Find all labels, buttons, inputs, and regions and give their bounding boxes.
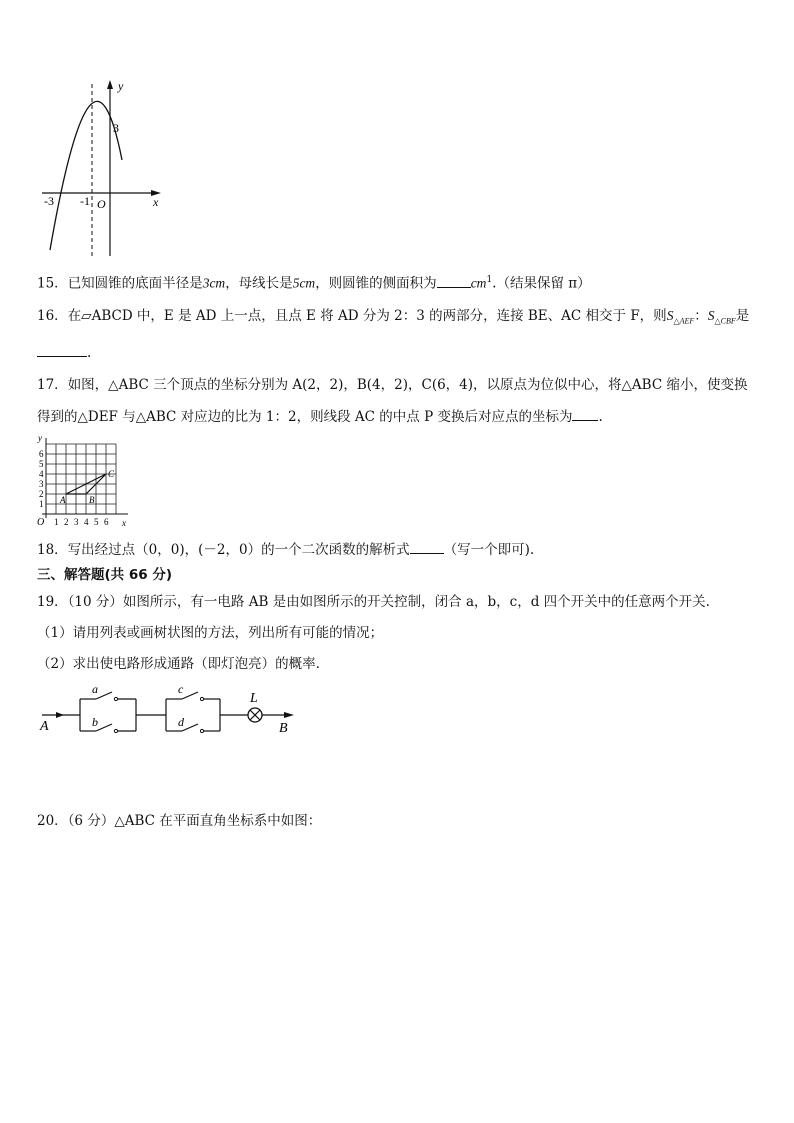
tick-neg3: -3 (44, 194, 54, 208)
q19-number: 19． (37, 594, 68, 610)
q16-number: 16． (37, 308, 68, 324)
q16-text-b: 是 (735, 308, 750, 324)
q16-text-a: 在▱ABCD 中，E 是 AD 上一点，且点 E 将 AD 分为 2：3 的两部分，连接 BE、AC 相交于 F，则 (67, 308, 667, 324)
label-switch-b: b (92, 715, 98, 729)
q17-number: 17． (37, 377, 68, 393)
y-tick-4: 4 (39, 469, 44, 479)
q20-text: （6 分）△ABC 在平面直角坐标系中如图： (67, 813, 322, 829)
q16-s2: S (707, 308, 715, 323)
grid-figure (36, 432, 140, 530)
circuit-diagram (36, 682, 300, 740)
q15-unit: cm (470, 275, 487, 291)
q15-text-b: ，母线长是 (225, 275, 293, 292)
q16-s1-sub: △AEF (673, 316, 695, 326)
y-tick-2: 2 (39, 489, 44, 499)
question-17 (37, 375, 747, 395)
y-tick-6: 6 (39, 449, 44, 459)
q17-end: . (598, 409, 603, 425)
arrow-in (56, 712, 64, 718)
grid-x-label: x (122, 518, 126, 528)
arrow-out (284, 712, 294, 718)
q16-s2-sub: △CBF (714, 316, 736, 326)
grid-lines (46, 444, 116, 514)
question-17-cont (37, 406, 603, 427)
question-19 (37, 592, 710, 612)
q15-answer-blank[interactable] (437, 273, 471, 288)
label-switch-a: a (92, 682, 98, 696)
x-tick-5: 5 (94, 517, 99, 527)
tick-3: 3 (113, 121, 119, 135)
q19-sub2: （2）求出使电路形成通路（即灯泡亮）的概率. (37, 656, 320, 672)
q15-text-c: ，则圆锥的侧面积为 (315, 275, 437, 292)
parabola-curve (50, 101, 122, 250)
x-tick-1: 1 (54, 517, 59, 527)
q18-text-b: （写一个即可). (443, 542, 535, 558)
q15-text-d: .（结果保留 π） (492, 275, 591, 292)
parabola-graph (38, 78, 168, 260)
q17-line1: 如图，△ABC 三个顶点的坐标分别为 A(2，2)，B(4，2)，C(6，4)，以原点为位似中心，将△ABC 缩小，使变换 (67, 377, 748, 393)
switch-c (182, 692, 198, 699)
q16-end: . (87, 345, 92, 361)
q16-answer-blank[interactable] (37, 342, 87, 357)
y-axis-arrow (107, 80, 113, 89)
q18-number: 18． (37, 542, 68, 558)
q15-text-a: 已知圆锥的底面半径是 (67, 275, 203, 292)
q19-line1: （10 分）如图所示，有一电路 AB 是由如图所示的开关控制，闭合 a，b，c，d 四个开关中的任意两个开关. (67, 594, 710, 610)
y-tick-1: 1 (39, 499, 44, 509)
q18-text-a: 写出经过点（0，0)，(－2，0）的一个二次函数的解析式 (67, 542, 410, 558)
label-c: C (108, 469, 115, 479)
q15-slant: 5cm (292, 275, 316, 291)
q17-answer-blank[interactable] (572, 406, 598, 421)
section-3-title: 三、解答题(共 66 分) (37, 567, 173, 583)
x-label: x (153, 195, 159, 209)
label-b: B (89, 495, 95, 505)
label-switch-d: d (178, 715, 184, 729)
question-16-cont (37, 342, 91, 363)
x-tick-2: 2 (64, 517, 69, 527)
question-20 (37, 811, 321, 831)
question-16 (37, 306, 749, 332)
label-lamp: L (250, 691, 258, 706)
y-tick-5: 5 (39, 459, 44, 469)
q15-radius: 3cm (202, 275, 226, 291)
x-tick-3: 3 (74, 517, 79, 527)
label-switch-c: c (178, 682, 184, 696)
switch-a (96, 692, 112, 699)
q16-s1: S (666, 308, 674, 323)
question-15 (37, 270, 591, 294)
x-tick-4: 4 (84, 517, 89, 527)
switch-b (96, 724, 112, 731)
q20-number: 20． (37, 813, 68, 829)
q19-sub1: （1）请用列表或画树状图的方法，列出所有可能的情况； (37, 625, 384, 641)
q17-line2: 得到的△DEF 与△ABC 对应边的比为 1：2，则线段 AC 的中点 P 变换后对应点的坐标为 (37, 409, 573, 425)
q16-colon: ： (694, 308, 708, 324)
q15-unit-sup: 1 (486, 275, 493, 285)
grid-y-label: y (38, 433, 42, 443)
y-tick-3: 3 (39, 479, 44, 489)
origin-label: O (97, 197, 106, 211)
switch-d (182, 724, 198, 731)
grid-origin: O (37, 517, 45, 528)
question-18 (37, 539, 534, 560)
label-B: B (279, 721, 288, 736)
x-tick-6: 6 (104, 517, 109, 527)
y-label: y (118, 79, 124, 93)
q15-number: 15． (37, 275, 68, 292)
tick-neg1: -1 (80, 194, 90, 208)
q18-answer-blank[interactable] (410, 539, 444, 554)
label-A: A (40, 719, 49, 734)
label-a: A (60, 495, 66, 505)
